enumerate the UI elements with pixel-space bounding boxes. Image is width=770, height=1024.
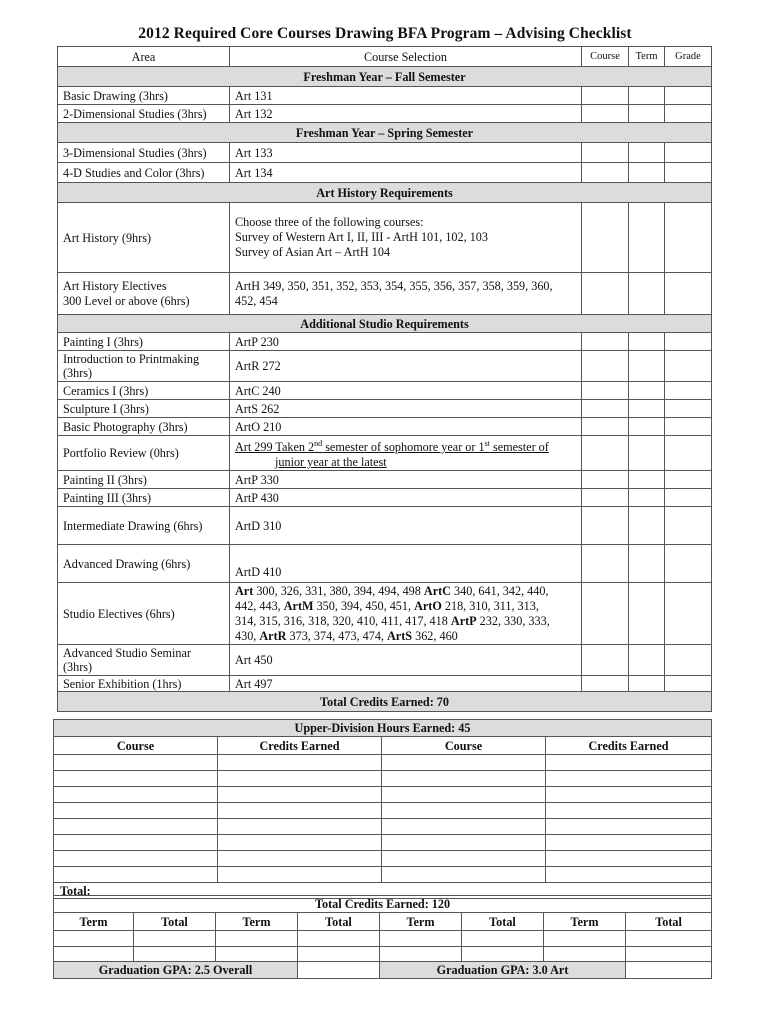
table-row [54,803,712,819]
grade-box[interactable] [665,203,712,273]
total-input[interactable] [626,947,712,962]
total-input[interactable] [134,947,216,962]
table-row [54,867,712,883]
course-cell: ArtP 230 [230,333,582,351]
course-input[interactable] [382,819,546,835]
grade-box[interactable] [665,418,712,436]
course-cell: Art 133 [230,143,582,163]
credits-input[interactable] [546,787,712,803]
course-box[interactable] [582,163,629,183]
term-box[interactable] [629,583,665,645]
course-input[interactable] [54,771,218,787]
total-credits-70: Total Credits Earned: 70 [58,692,712,712]
table-row [58,382,712,400]
course-box[interactable] [582,471,629,489]
area-cell: Ceramics I (3hrs) [58,382,230,400]
course-selection-header: Course Selection [230,47,582,67]
course-cell: ArtD 310 [230,507,582,545]
course-box[interactable] [582,273,629,315]
course-text: semester of sophomore year or 1 [322,440,485,455]
course-line [235,455,581,470]
grade-box[interactable] [665,87,712,105]
course-input[interactable] [54,755,218,771]
area-cell: 2-Dimensional Studies (3hrs) [58,105,230,123]
course-line [235,584,581,599]
course-box[interactable] [582,418,629,436]
term-input[interactable] [216,947,298,962]
table-row [58,105,712,123]
course-cell [230,273,582,315]
course-input[interactable] [382,835,546,851]
credits-input[interactable] [546,819,712,835]
credits-input[interactable] [546,803,712,819]
prefix: ArtM [283,598,314,613]
total-input[interactable] [462,947,544,962]
course-line: Survey of Western Art I, II, III - ArtH 101, 102, 103 [235,230,488,244]
area-cell: Basic Photography (3hrs) [58,418,230,436]
term-box[interactable] [629,143,665,163]
term-input[interactable] [544,931,626,947]
prefix: ArtR [259,628,287,643]
course-box[interactable] [582,203,629,273]
area-line: Art History Electives [63,278,167,293]
grade-box[interactable] [665,507,712,545]
course-cell: Art 132 [230,105,582,123]
area-cell: Advanced Drawing (6hrs) [58,545,230,583]
course-input[interactable] [54,787,218,803]
total-credits-120: Total Credits Earned: 120 [54,896,712,913]
term-box[interactable] [629,545,665,583]
course-text: 350, 394, 450, 451, [313,598,415,613]
credits-input[interactable] [218,867,382,883]
area-cell: Painting I (3hrs) [58,333,230,351]
table-row [54,851,712,867]
course-box[interactable] [582,489,629,507]
grade-box[interactable] [665,351,712,382]
course-col-header: Course [382,737,546,755]
grade-box[interactable] [665,676,712,692]
course-line [235,599,581,614]
table-row [58,583,712,645]
course-box[interactable] [582,87,629,105]
course-header: Course [582,47,629,67]
term-input[interactable] [380,931,462,947]
course-box[interactable] [582,676,629,692]
prefix: ArtS [387,628,413,643]
prefix: Art [235,583,254,598]
course-line: Choose three of the following courses: [235,215,424,229]
course-box[interactable] [582,545,629,583]
table-row [58,400,712,418]
total-header: Total [134,913,216,931]
course-input[interactable] [382,867,546,883]
credits-input[interactable] [218,803,382,819]
grade-box[interactable] [665,273,712,315]
term-box[interactable] [629,163,665,183]
prefix: ArtO [414,598,442,613]
course-text: 300, 326, 331, 380, 394, 494, 498 [253,583,424,598]
course-cell: ArtP 430 [230,489,582,507]
credits-input[interactable] [218,835,382,851]
term-input[interactable] [54,947,134,962]
term-header: Term [544,913,626,931]
table-row [58,273,712,315]
course-box[interactable] [582,143,629,163]
course-input[interactable] [54,867,218,883]
term-header: Term [216,913,298,931]
course-input[interactable] [54,819,218,835]
area-cell: Intermediate Drawing (6hrs) [58,507,230,545]
grade-box[interactable] [665,163,712,183]
term-box[interactable] [629,273,665,315]
table-row [58,163,712,183]
course-cell [230,583,582,645]
upper-division-title: Upper-Division Hours Earned: 45 [54,720,712,737]
table-row [58,676,712,692]
course-line [235,629,581,644]
grade-box[interactable] [665,645,712,676]
table-row [54,819,712,835]
course-box[interactable] [582,583,629,645]
header-row [58,47,712,67]
area-line: Advanced Studio Seminar [63,646,191,661]
grade-box[interactable] [665,400,712,418]
table-row [58,545,712,583]
total-header: Total [462,913,544,931]
course-text: 430, [235,628,260,643]
term-box[interactable] [629,333,665,351]
course-text: 232, 330, 333, [476,613,550,628]
course-box[interactable] [582,105,629,123]
course-text: 314, 315, 316, 318, 320, 410, 411, 417, 418 [235,613,451,628]
term-input[interactable] [380,947,462,962]
table-row [58,203,712,273]
course-cell: ArtP 330 [230,471,582,489]
term-box[interactable] [629,203,665,273]
table-row [58,418,712,436]
summary-table [53,895,712,979]
course-cell: ArtD 410 [230,545,582,583]
area-cell: Senior Exhibition (1hrs) [58,676,230,692]
course-input[interactable] [382,771,546,787]
table-row [54,771,712,787]
course-input[interactable] [54,803,218,819]
area-line: Introduction to Printmaking [63,352,200,366]
area-cell: Portfolio Review (0hrs) [58,436,230,471]
course-line: ArtH 349, 350, 351, 352, 353, 354, 355, 356, 357, 358, 359, 360, [235,278,553,293]
term-input[interactable] [544,947,626,962]
course-box[interactable] [582,351,629,382]
grade-box[interactable] [665,143,712,163]
course-cell: ArtC 240 [230,382,582,400]
term-box[interactable] [629,105,665,123]
table-row [54,787,712,803]
credits-input[interactable] [218,787,382,803]
grade-box[interactable] [665,583,712,645]
course-cell: Art 131 [230,87,582,105]
credits-input[interactable] [546,867,712,883]
area-cell [58,645,230,676]
table-row [54,835,712,851]
area-cell [58,351,230,382]
area-cell: 3-Dimensional Studies (3hrs) [58,143,230,163]
grade-box[interactable] [665,545,712,583]
credits-input[interactable] [546,755,712,771]
term-box[interactable] [629,507,665,545]
table-row [58,87,712,105]
credits-input[interactable] [546,851,712,867]
course-text: semester of [489,440,549,455]
course-text: Art 299 Taken 2 [235,440,315,455]
course-input[interactable] [382,755,546,771]
credits-input[interactable] [218,819,382,835]
total-input[interactable] [298,947,380,962]
table-row [58,471,712,489]
table-row [58,645,712,676]
section-studio: Additional Studio Requirements [58,315,712,333]
term-box[interactable] [629,351,665,382]
section-fall: Freshman Year – Fall Semester [58,67,712,87]
course-cell: ArtO 210 [230,418,582,436]
course-cell [230,203,582,273]
course-cell [230,436,582,471]
credits-col-header: Credits Earned [546,737,712,755]
total-input[interactable] [626,931,712,947]
total-input[interactable] [134,931,216,947]
term-header: Term [54,913,134,931]
course-col-header: Course [54,737,218,755]
course-text: 218, 310, 311, 313, [441,598,539,613]
total-header: Total [626,913,712,931]
course-text: 362, 460 [412,628,458,643]
total-header: Total [298,913,380,931]
term-box[interactable] [629,400,665,418]
grade-box[interactable] [665,489,712,507]
grade-box[interactable] [665,471,712,489]
gpa-art: Graduation GPA: 3.0 Art [380,962,626,979]
area-header: Area [58,47,230,67]
course-line: 452, 454 [235,293,278,308]
area-line: (3hrs) [63,366,93,380]
term-input[interactable] [216,931,298,947]
area-cell: Painting II (3hrs) [58,471,230,489]
course-box[interactable] [582,507,629,545]
term-box[interactable] [629,418,665,436]
term-box[interactable] [629,471,665,489]
term-box[interactable] [629,489,665,507]
upper-division-table [53,719,712,899]
course-text: 442, 443, [235,598,284,613]
ordinal-suffix: nd [314,439,323,448]
total-input[interactable] [298,931,380,947]
course-cell: Art 450 [230,645,582,676]
term-box[interactable] [629,382,665,400]
table-row [58,489,712,507]
area-cell: 4-D Studies and Color (3hrs) [58,163,230,183]
area-cell: Sculpture I (3hrs) [58,400,230,418]
table-row [54,755,712,771]
ordinal-suffix: st [484,439,490,448]
course-text: 373, 374, 473, 474, [286,628,387,643]
term-header: Term [629,47,665,67]
credits-input[interactable] [546,771,712,787]
course-input[interactable] [382,787,546,803]
course-line [235,614,581,629]
term-box[interactable] [629,87,665,105]
term-box[interactable] [629,436,665,471]
term-header: Term [380,913,462,931]
term-box[interactable] [629,676,665,692]
course-text: 340, 641, 342, 440, [450,583,549,598]
area-cell [58,273,230,315]
course-box[interactable] [582,382,629,400]
section-spring: Freshman Year – Spring Semester [58,123,712,143]
course-cell: Art 497 [230,676,582,692]
table-row [58,436,712,471]
area-cell: Studio Electives (6hrs) [58,583,230,645]
grade-box[interactable] [665,382,712,400]
total-label: Total: [54,883,712,899]
area-line: 300 Level or above (6hrs) [63,293,190,308]
gpa-overall: Graduation GPA: 2.5 Overall [54,962,298,979]
course-text: junior year at the latest [275,455,387,470]
term-box[interactable] [629,645,665,676]
course-cell: ArtS 262 [230,400,582,418]
prefix: ArtP [450,613,477,628]
grade-box[interactable] [665,105,712,123]
course-input[interactable] [382,803,546,819]
gpa-row [54,962,712,979]
area-line: (3hrs) [63,660,93,675]
table-row [58,351,712,382]
area-cell: Painting III (3hrs) [58,489,230,507]
credits-input[interactable] [546,835,712,851]
grade-box[interactable] [665,333,712,351]
gpa-overall-input[interactable] [298,962,380,979]
course-box[interactable] [582,645,629,676]
page-title: 2012 Required Core Courses Drawing BFA Program – Advising Checklist [138,25,632,42]
gpa-art-input[interactable] [626,962,712,979]
credits-input[interactable] [218,771,382,787]
section-art-history: Art History Requirements [58,183,712,203]
area-cell: Basic Drawing (3hrs) [58,87,230,105]
prefix: ArtC [423,583,451,598]
credits-input[interactable] [218,755,382,771]
course-box[interactable] [582,333,629,351]
course-input[interactable] [54,851,218,867]
table-row [58,143,712,163]
core-courses-table [57,46,712,712]
table-row [58,333,712,351]
table-row [58,507,712,545]
credits-col-header: Credits Earned [218,737,382,755]
credits-input[interactable] [218,851,382,867]
grade-box[interactable] [665,436,712,471]
grade-header: Grade [665,47,712,67]
course-cell: Art 134 [230,163,582,183]
area-cell: Art History (9hrs) [58,203,230,273]
course-cell: ArtR 272 [230,351,582,382]
course-line: Survey of Asian Art – ArtH 104 [235,245,391,259]
course-line [235,436,581,455]
table-row [54,931,712,947]
header-row [54,913,712,931]
header-row [54,737,712,755]
course-box[interactable] [582,400,629,418]
course-input[interactable] [54,835,218,851]
total-input[interactable] [462,931,544,947]
course-box[interactable] [582,436,629,471]
table-row [54,947,712,962]
course-input[interactable] [382,851,546,867]
term-input[interactable] [54,931,134,947]
